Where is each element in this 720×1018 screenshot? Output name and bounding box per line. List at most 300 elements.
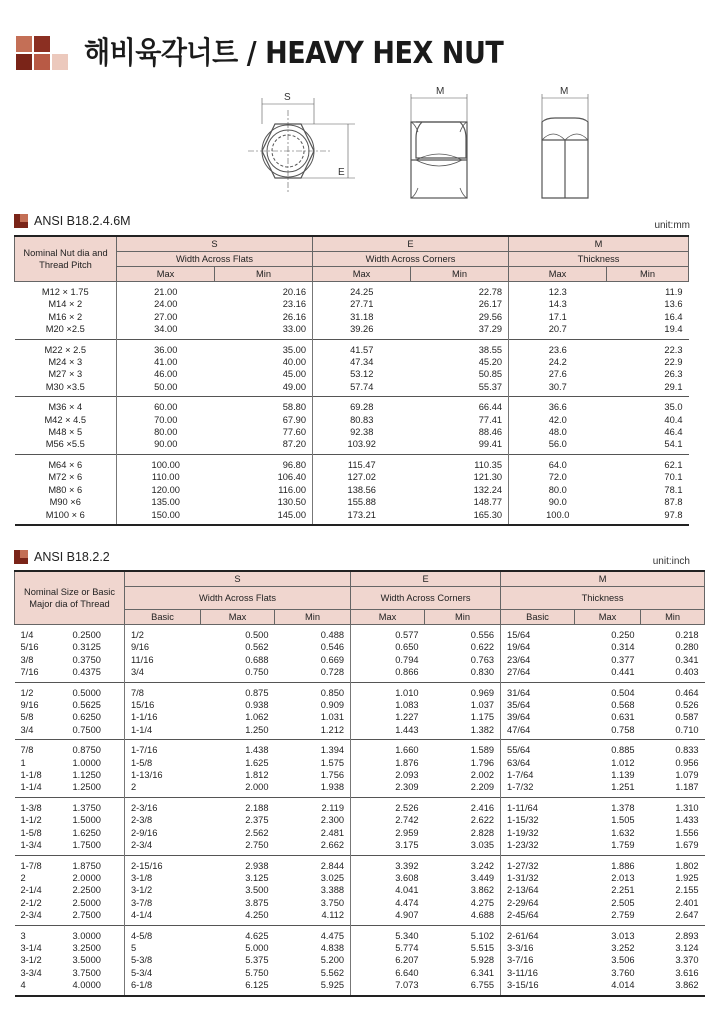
table-cell: 1.382 — [470, 724, 495, 735]
table-cell: 6.207 — [351, 954, 425, 966]
table-cell: 3 — [15, 925, 67, 942]
table-cell: M56 ×5.5 — [45, 439, 85, 450]
table-cell: 49.00 — [282, 381, 307, 392]
table-cell: 66.44 — [411, 397, 509, 414]
col-e-min: Min — [425, 610, 501, 625]
table-cell: 2-1/4 — [20, 885, 42, 896]
table-cell: 96.80 — [215, 454, 313, 471]
table-cell: 3.5000 — [72, 955, 101, 966]
table-cell: 2-45/64 — [501, 909, 575, 925]
table-cell: 1.2500 — [72, 782, 101, 793]
table-cell: 0.875 — [201, 682, 275, 699]
table-cell: 1.802 — [641, 855, 705, 872]
table-cell: 1-3/8 — [15, 797, 67, 814]
table-cell: 0.750 — [245, 667, 269, 678]
table-cell: 48.0 — [509, 426, 607, 438]
table-cell: 0.938 — [245, 700, 269, 711]
table-cell: 60.00 — [117, 397, 215, 414]
table-cell: 130.50 — [277, 497, 307, 508]
table-row — [15, 699, 705, 711]
table-cell: 77.41 — [478, 414, 503, 425]
table-cell: 3-1/2 — [20, 955, 42, 966]
table-cell: 4.688 — [470, 910, 495, 921]
table-cell: 3-1/4 — [20, 942, 42, 953]
table-cell: 2.013 — [611, 872, 635, 883]
col-m-min: Min — [641, 610, 705, 625]
table-cell: 3-3/4 — [20, 967, 42, 978]
table-cell: 5.562 — [320, 967, 345, 978]
table-cell: 1.589 — [425, 740, 501, 757]
table-cell: 100.0 — [509, 509, 607, 525]
table-cell: M14 × 2 — [48, 299, 83, 310]
table-cell: 1.660 — [351, 740, 425, 757]
table-row — [15, 509, 689, 525]
table-cell: 20.16 — [282, 287, 307, 297]
table-row — [15, 323, 689, 339]
col-e-max: Max — [313, 267, 411, 282]
table-cell: 30.7 — [509, 381, 607, 397]
table-row — [15, 368, 689, 380]
table-cell: 42.0 — [509, 414, 607, 426]
table-cell: 0.688 — [245, 654, 269, 665]
table-cell: 4 — [15, 979, 67, 995]
table-cell: 22.78 — [478, 287, 503, 297]
table-cell: 3/4 — [125, 666, 201, 682]
table-cell: 57.74 — [313, 381, 411, 397]
section-marker-icon — [14, 214, 28, 228]
table-cell: 1.394 — [275, 740, 351, 757]
table-cell: 2.562 — [245, 827, 269, 838]
table-cell: 2.938 — [201, 855, 275, 872]
table-cell: 1.139 — [611, 770, 635, 781]
table-cell: 4.475 — [275, 925, 351, 942]
table-cell: 15/16 — [125, 699, 201, 711]
table-cell: 0.650 — [351, 641, 425, 653]
table-cell: 0.885 — [575, 740, 641, 757]
col-e-sub: Width Across Corners — [351, 587, 501, 610]
table-cell: 0.956 — [675, 757, 699, 768]
table-cell: 39.26 — [313, 323, 411, 339]
table-cell: 2.526 — [351, 797, 425, 814]
table-cell: 5-3/8 — [125, 954, 201, 966]
table-cell: 4.112 — [321, 910, 345, 921]
table-cell: 1/2 — [15, 682, 67, 699]
col-m-max: Max — [509, 267, 607, 282]
table-cell: 1.251 — [611, 782, 635, 793]
table-cell: 41.00 — [117, 356, 215, 368]
table-cell: 11.9 — [665, 287, 683, 297]
table-cell: 2.893 — [641, 925, 705, 942]
table-cell: 2.828 — [470, 827, 495, 838]
table-cell: 24.00 — [117, 298, 215, 310]
table-cell: 4-1/4 — [125, 909, 201, 925]
table-cell: 1-27/32 — [501, 855, 575, 872]
table-cell: 4.0000 — [67, 979, 125, 995]
table-cell: 3.875 — [245, 897, 269, 908]
table-cell: M42 × 4.5 — [44, 414, 87, 425]
table-cell: 23.16 — [282, 299, 307, 310]
table-cell: M27 × 3 — [48, 369, 83, 380]
table-cell: 0.866 — [351, 666, 425, 682]
table-cell: 0.587 — [675, 712, 699, 723]
table-cell: 3-1/8 — [125, 872, 201, 884]
table-cell: 64.0 — [509, 454, 607, 471]
table-cell: 3.616 — [675, 967, 699, 978]
table-cell: 3.125 — [245, 872, 269, 883]
table-cell: 2-3/4 — [20, 910, 42, 921]
table-cell: 54.1 — [664, 439, 683, 450]
table-cell: M36 × 4 — [15, 397, 117, 414]
table-cell: 1.083 — [351, 699, 425, 711]
table-cell: 3-15/16 — [501, 979, 575, 995]
table-cell: M20 ×2.5 — [45, 324, 85, 335]
table-cell: 1-1/16 — [125, 711, 201, 723]
table-row — [15, 839, 705, 855]
table-row — [15, 757, 705, 769]
dim-s-label: S — [284, 92, 291, 103]
table-cell: 34.00 — [117, 323, 215, 339]
table-cell: 0.500 — [245, 630, 269, 640]
table-cell: 115.47 — [313, 454, 411, 471]
table-cell: 132.24 — [473, 484, 503, 495]
table-cell: 5.928 — [470, 955, 495, 966]
table-cell: 6-1/8 — [125, 979, 201, 995]
table-cell: 1.0000 — [72, 757, 101, 768]
table-row — [15, 909, 705, 925]
table-cell: 20.7 — [509, 323, 607, 339]
col-e-max: Max — [351, 610, 425, 625]
table-cell: 0.8750 — [67, 740, 125, 757]
table-row — [15, 979, 705, 995]
table-cell: 1-1/2 — [20, 815, 42, 826]
table-cell: 0.850 — [275, 682, 351, 699]
col-s: S — [125, 571, 351, 587]
page-title: 해비육각너트 / HEAVY HEX NUT — [84, 36, 504, 71]
table-row — [15, 625, 705, 642]
table-cell: 106.40 — [277, 472, 307, 483]
dim-m-label: M — [436, 86, 445, 97]
table-cell: 3.392 — [351, 855, 425, 872]
table-row — [15, 740, 705, 757]
table-cell: 1.756 — [320, 770, 345, 781]
table-cell: 38.55 — [411, 339, 509, 356]
table-cell: 19.4 — [664, 324, 683, 335]
table-row — [15, 339, 689, 356]
table-cell: 4-5/8 — [125, 925, 201, 942]
table-cell: 1.1250 — [72, 770, 101, 781]
table-cell: 2-3/4 — [125, 839, 201, 855]
table-cell: 45.20 — [478, 357, 503, 368]
table-cell: 1.212 — [320, 724, 345, 735]
col-m-sub: Thickness — [509, 252, 689, 267]
table-row — [15, 496, 689, 508]
table-cell: 80.0 — [509, 484, 607, 496]
table-cell: 21.00 — [117, 282, 215, 299]
inch-spec-table — [14, 570, 705, 997]
table-cell: 46.00 — [117, 368, 215, 380]
table-row — [15, 942, 705, 954]
table-cell: 1-31/32 — [501, 872, 575, 884]
table-cell: 3/8 — [20, 654, 34, 665]
table-row — [15, 397, 689, 414]
table-cell: 53.12 — [313, 368, 411, 380]
table-cell: 2.209 — [470, 782, 495, 793]
table-cell: 1.7500 — [72, 840, 101, 851]
table-cell: 69.28 — [313, 397, 411, 414]
table-row — [15, 666, 705, 682]
col-s-min: Min — [275, 610, 351, 625]
col-nominal: Nominal Size or Basic Major dia of Thread — [15, 571, 125, 625]
table-cell: 1.433 — [675, 815, 699, 826]
table-cell: 2.622 — [470, 815, 495, 826]
table-cell: 1/2 — [125, 625, 201, 642]
table-cell: 2.155 — [675, 885, 699, 896]
table-cell: 36.00 — [117, 339, 215, 356]
table-row — [15, 884, 705, 896]
table-cell: 1.3750 — [67, 797, 125, 814]
table-cell: 1.5000 — [72, 815, 101, 826]
table-cell: 148.77 — [473, 497, 503, 508]
table-row — [15, 641, 705, 653]
table-cell: 0.728 — [320, 667, 345, 678]
table-cell: 50.00 — [117, 381, 215, 397]
table-cell: 1-19/32 — [501, 827, 575, 839]
table-cell: 1.505 — [611, 815, 635, 826]
table-cell: 1.759 — [611, 840, 635, 851]
table-cell: 0.669 — [320, 654, 345, 665]
table-cell: 100.00 — [117, 454, 215, 471]
table-cell: 2.959 — [351, 827, 425, 839]
table-cell: 1.796 — [470, 757, 495, 768]
col-m: M — [501, 571, 705, 587]
table-cell: 120.00 — [117, 484, 215, 496]
table-cell: 27.71 — [313, 298, 411, 310]
table-cell: 24.2 — [509, 356, 607, 368]
table-cell: 0.441 — [611, 667, 635, 678]
table-cell: 9/16 — [20, 700, 39, 711]
table-cell: 1.556 — [675, 827, 699, 838]
table-cell: 1.8750 — [67, 855, 125, 872]
table-cell: 3.862 — [641, 979, 705, 995]
table-cell: 2.093 — [351, 769, 425, 781]
table-cell: M64 × 6 — [15, 454, 117, 471]
col-m-basic: Basic — [501, 610, 575, 625]
col-m-max: Max — [575, 610, 641, 625]
table-cell: 26.17 — [478, 299, 503, 310]
table-cell: M80 × 6 — [48, 484, 83, 495]
table-cell: 0.504 — [575, 682, 641, 699]
table-cell: 40.00 — [282, 357, 307, 368]
table-cell: 4.907 — [351, 909, 425, 925]
table-row — [15, 311, 689, 323]
metric-unit: unit:mm — [654, 220, 690, 231]
table-cell: 1.925 — [675, 872, 699, 883]
table-cell: 2.662 — [320, 840, 345, 851]
table-cell: 87.8 — [664, 497, 683, 508]
col-m-sub: Thickness — [501, 587, 705, 610]
table-cell: 0.488 — [320, 630, 345, 640]
table-cell: 3-7/16 — [501, 954, 575, 966]
table-cell: 116.00 — [278, 484, 307, 495]
table-row — [15, 797, 705, 814]
table-cell: 50.85 — [478, 369, 503, 380]
section-marker-icon — [14, 550, 28, 564]
table-cell: 1.886 — [575, 855, 641, 872]
table-row — [15, 654, 705, 666]
table-cell: 1.012 — [611, 757, 635, 768]
table-cell: 3.025 — [320, 872, 345, 883]
table-cell: 4.625 — [201, 925, 275, 942]
table-cell: 35.0 — [607, 397, 689, 414]
table-cell: 110.35 — [411, 454, 509, 471]
table-cell: 1-1/4 — [125, 724, 201, 740]
table-cell: 45.00 — [282, 369, 307, 380]
table-cell: 5.925 — [275, 979, 351, 995]
table-cell: 1.010 — [351, 682, 425, 699]
dim-e-label: E — [338, 167, 345, 178]
table-cell: 24.25 — [313, 282, 411, 299]
table-cell: 1.062 — [245, 712, 269, 723]
table-cell: 5 — [125, 942, 201, 954]
table-cell: 23/64 — [501, 654, 575, 666]
table-cell: 70.1 — [664, 472, 683, 483]
table-cell: 55.37 — [478, 381, 503, 392]
table-cell: 2-61/64 — [501, 925, 575, 942]
table-cell: 80.00 — [117, 426, 215, 438]
table-cell: 90.00 — [117, 438, 215, 454]
table-row — [15, 711, 705, 723]
table-cell: 17.1 — [509, 311, 607, 323]
table-cell: 7/8 — [125, 682, 201, 699]
table-cell: 3-7/8 — [125, 897, 201, 909]
table-cell: 0.377 — [611, 654, 635, 665]
table-cell: 138.56 — [313, 484, 411, 496]
table-cell: 0.5000 — [67, 682, 125, 699]
table-cell: 3-11/16 — [501, 967, 575, 979]
table-cell: 41.57 — [313, 339, 411, 356]
table-cell: 3.370 — [675, 955, 699, 966]
table-cell: 11/16 — [125, 654, 201, 666]
table-cell: 3.7500 — [72, 967, 101, 978]
col-s: S — [117, 236, 313, 252]
table-cell: 1-7/32 — [501, 781, 575, 797]
table-cell: 1-1/8 — [20, 770, 42, 781]
table-cell: 2.742 — [351, 814, 425, 826]
col-e-min: Min — [411, 267, 509, 282]
table-cell: 0.280 — [675, 642, 699, 653]
table-cell: 2-29/64 — [501, 897, 575, 909]
table-cell: 1/4 — [20, 630, 34, 640]
table-cell: 6.125 — [201, 979, 275, 995]
table-row — [15, 769, 705, 781]
table-cell: 1-11/64 — [501, 797, 575, 814]
table-cell: 3.252 — [611, 942, 635, 953]
table-cell: 1 — [20, 757, 26, 768]
table-cell: 4.838 — [320, 942, 345, 953]
table-cell: 4.014 — [575, 979, 641, 995]
table-cell: 47.34 — [313, 356, 411, 368]
col-s-sub: Width Across Flats — [117, 252, 313, 267]
table-cell: 2.002 — [470, 770, 495, 781]
table-row — [15, 454, 689, 471]
table-cell: 2-13/64 — [501, 884, 575, 896]
table-cell: 13.6 — [664, 299, 683, 310]
table-cell: 5-3/4 — [125, 967, 201, 979]
table-cell: 2.000 — [245, 782, 269, 793]
table-cell: 2-3/8 — [125, 814, 201, 826]
table-cell: 39/64 — [501, 711, 575, 723]
table-row — [15, 682, 705, 699]
table-cell: 31.18 — [313, 311, 411, 323]
table-cell: 2.505 — [611, 897, 635, 908]
table-row — [15, 954, 705, 966]
table-row — [15, 414, 689, 426]
table-cell: M90 ×6 — [49, 497, 81, 508]
table-cell: 4.041 — [351, 884, 425, 896]
table-cell: 5.102 — [425, 925, 501, 942]
table-cell: 3.013 — [575, 925, 641, 942]
table-cell: 56.0 — [509, 438, 607, 454]
table-cell: 46.4 — [664, 427, 683, 438]
table-cell: M48 × 5 — [48, 427, 83, 438]
table-cell: 7/16 — [20, 667, 39, 678]
table-cell: 3.242 — [425, 855, 501, 872]
table-cell: 5.515 — [470, 942, 495, 953]
table-cell: 3/4 — [20, 724, 34, 735]
table-cell: 7.073 — [351, 979, 425, 995]
table-cell: 1-5/8 — [20, 827, 42, 838]
table-cell: 4.474 — [351, 897, 425, 909]
table-cell: 63/64 — [501, 757, 575, 769]
table-cell: 22.3 — [607, 339, 689, 356]
table-cell: 0.5625 — [72, 700, 101, 711]
table-cell: 121.30 — [473, 472, 503, 483]
table-cell: 2.375 — [245, 815, 269, 826]
table-cell: 1-7/64 — [501, 769, 575, 781]
table-row — [15, 282, 689, 299]
table-cell: 0.7500 — [72, 724, 101, 735]
table-cell: 5.340 — [351, 925, 425, 942]
table-cell: 36.6 — [509, 397, 607, 414]
table-cell: 6.640 — [351, 967, 425, 979]
table-cell: 2-15/16 — [125, 855, 201, 872]
col-s-max: Max — [201, 610, 275, 625]
table-cell: 3.035 — [470, 840, 495, 851]
dim-m-label-2: M — [560, 86, 569, 97]
table-cell: 97.8 — [607, 509, 689, 525]
table-cell: 127.02 — [313, 471, 411, 483]
table-cell: 5.750 — [245, 967, 269, 978]
table-cell: 29.56 — [478, 311, 503, 322]
table-cell: 3.175 — [351, 839, 425, 855]
table-cell: 1.938 — [320, 782, 345, 793]
table-cell: 103.92 — [313, 438, 411, 454]
table-cell: M30 ×3.5 — [45, 381, 85, 392]
table-cell: 0.969 — [425, 682, 501, 699]
table-cell: 15/64 — [501, 625, 575, 642]
table-cell: 1.438 — [201, 740, 275, 757]
table-cell: 2-9/16 — [125, 827, 201, 839]
nut-drawings — [0, 80, 720, 220]
table-cell: 88.46 — [478, 427, 503, 438]
table-cell: 87.20 — [282, 439, 307, 450]
table-row — [15, 724, 705, 740]
table-cell: 0.622 — [470, 642, 495, 653]
table-cell: 2.119 — [275, 797, 351, 814]
table-cell: 6.755 — [425, 979, 501, 995]
table-cell: 27.00 — [117, 311, 215, 323]
table-cell: 0.577 — [351, 625, 425, 642]
